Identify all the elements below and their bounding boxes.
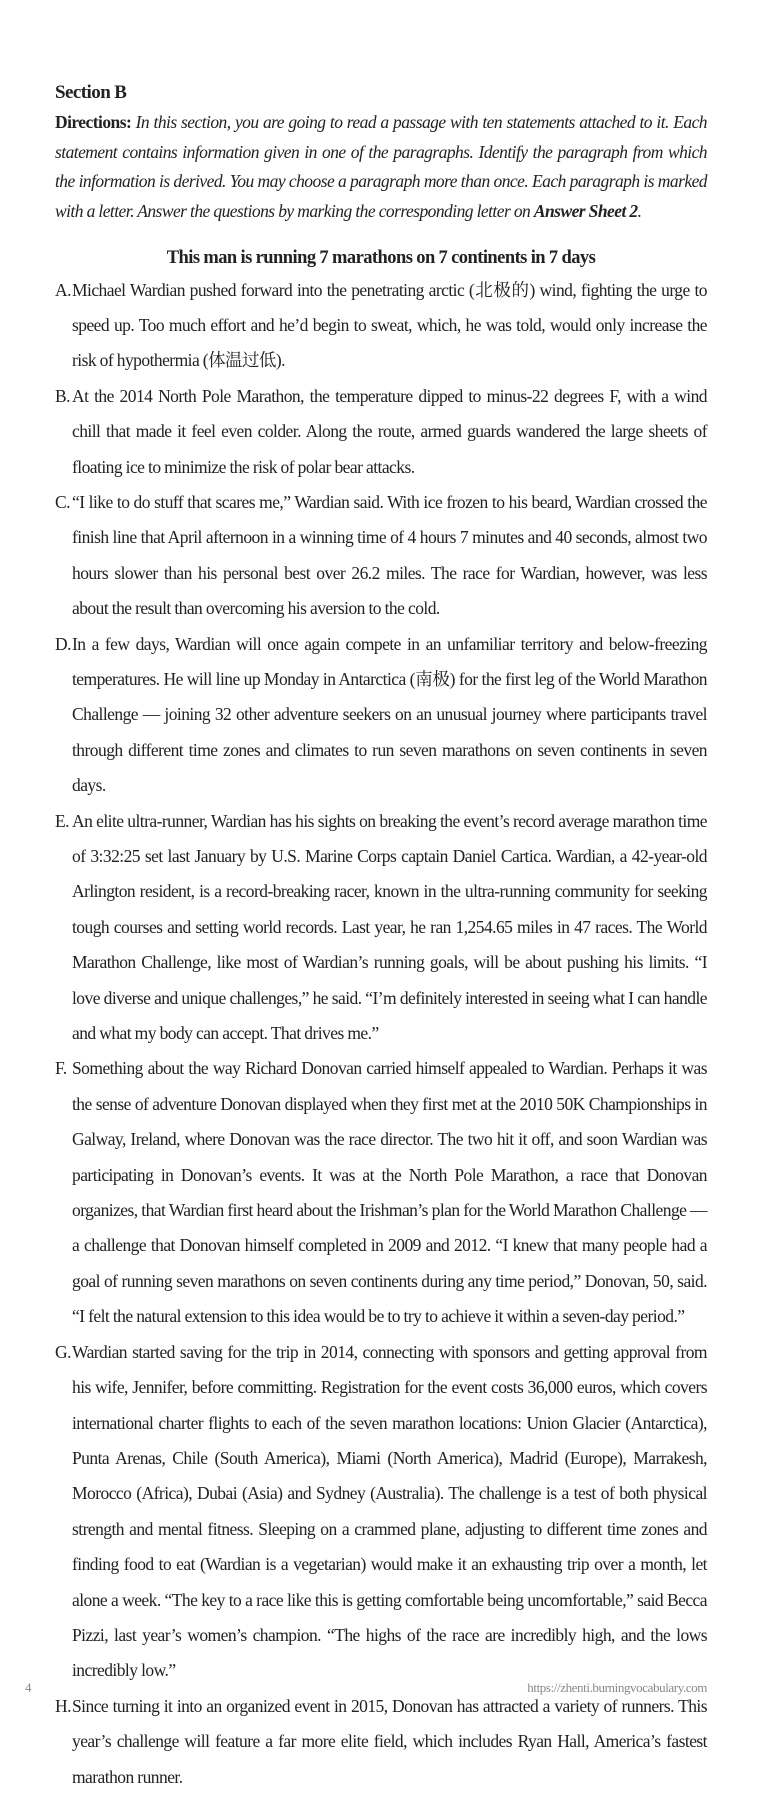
directions-end: . bbox=[637, 200, 642, 221]
page-number: 4 bbox=[25, 1680, 32, 1695]
page-content bbox=[55, 78, 707, 1795]
paragraph-g bbox=[55, 1335, 707, 1689]
paragraph-letter: A. bbox=[55, 279, 71, 300]
footer-url[interactable]: https://zhenti.burningvocabulary.com bbox=[527, 1680, 707, 1695]
paragraph-a bbox=[55, 273, 707, 379]
directions-lead: Directions: bbox=[55, 112, 132, 132]
paragraph-letter: F. bbox=[55, 1058, 67, 1079]
paragraph-letter: D. bbox=[55, 633, 71, 654]
paragraph-text: Since turning it into an organized event in 2015, Donovan has attracted a variety of runners. This year’s challenge will feature a far more elite field, which includes Ryan Hall, America’s fastest marathon runner. bbox=[72, 1695, 707, 1787]
paragraph-letter: H. bbox=[55, 1695, 71, 1716]
passage-title: This man is running 7 marathons on 7 continents in 7 days bbox=[166, 247, 596, 268]
paragraph-h bbox=[55, 1689, 707, 1795]
paragraph-text: At the 2014 North Pole Marathon, the temperature dipped to minus-22 degrees F, with a wind chill that made it feel even colder. Along the route, armed guards wandered the large sheets of floating ice to minimize the risk of polar bear attacks. bbox=[72, 385, 707, 477]
paragraph-d bbox=[55, 627, 707, 804]
paragraph-text: Wardian started saving for the trip in 2014, connecting with sponsors and getting approval from his wife, Jennifer, before committing. Registration for the event costs 36,000 euros, which covers international charter flights to each of the seven marathon locations: Union Glacier (Antarctica), Punta Arenas, Chile (South America), Miami (North America), Madrid (Europe), Marrakesh, Morocco (Africa), Dubai (Asia) and Sydney (Australia). The challenge is a test of both physical strength and mental fitness. Sleeping on a crammed plane, adjusting to different time zones and finding food to eat (Wardian is a vegetarian) would make it an exhausting trip over a month, let alone a week. “The key to a race like this is getting comfortable being uncomfortable,” said Becca Pizzi, last year’s women’s champion. “The highs of the race are incredibly high, and the lows incredibly low.” bbox=[72, 1341, 707, 1681]
section-title: Section B bbox=[55, 82, 127, 103]
paragraph-text: Michael Wardian pushed forward into the penetrating arctic (北极的) wind, fighting the urge to speed up. Too much effort and he’d begin to sweat, which, he was told, would only increase the risk of hypothermia (体温过低). bbox=[72, 279, 707, 371]
paragraph-letter: B. bbox=[55, 385, 70, 406]
paragraph-c bbox=[55, 485, 707, 627]
paragraph-letter: G. bbox=[55, 1341, 71, 1362]
answer-sheet-label: Answer Sheet 2 bbox=[533, 200, 638, 221]
paragraph-text: “I like to do stuff that scares me,” Wardian said. With ice frozen to his beard, Wardian crossed the finish line that April afternoon in a winning time of 4 hours 7 minutes and 40 seconds, almost two hours slower than his personal best over 26.2 miles. The race for Wardian, however, was less about the result than overcoming his aversion to the cold. bbox=[72, 491, 707, 619]
paragraph-text: In a few days, Wardian will once again compete in an unfamiliar territory and below-freezing temperatures. He will line up Monday in Antarctica (南极) for the first leg of the World Marathon Challenge ― joining 32 other adventure seekers on an unusual journey where participants travel through different time zones and climates to run seven marathons on seven continents in seven days. bbox=[72, 633, 707, 796]
directions-body: In this section, you are going to read a passage with ten statements attached to it. Each statement contains information given in one of the paragraphs. Identify the paragraph from which the information is derived. You may choose a paragraph more than once. Each paragraph is marked with a letter. Answer the questions by marking the corresponding letter on bbox=[55, 112, 707, 221]
paragraph-b bbox=[55, 379, 707, 485]
paragraph-letter: C. bbox=[55, 491, 70, 512]
paragraph-f bbox=[55, 1051, 707, 1334]
paragraph-e bbox=[55, 804, 707, 1052]
paragraph-letter: E. bbox=[55, 810, 69, 831]
paragraph-text: Something about the way Richard Donovan carried himself appealed to Wardian. Perhaps it was the sense of adventure Donovan displayed when they first met at the 2010 50K Championships in Galway, Ireland, where Donovan was the race director. The two hit it off, and soon Wardian was participating in Donovan’s events. It was at the North Pole Marathon, a race that Donovan organizes, that Wardian first heard about the Irishman’s plan for the World Marathon Challenge ― a challenge that Donovan himself completed in 2009 and 2012. “I knew that many people had a goal of running seven marathons on seven continents during any time period,” Donovan, 50, said. “I felt the natural extension to this idea would be to try to achieve it within a seven-day period.” bbox=[72, 1058, 707, 1327]
paragraph-text: An elite ultra-runner, Wardian has his sights on breaking the event’s record average marathon time of 3:32:25 set last January by U.S. Marine Corps captain Daniel Cartica. Wardian, a 42-year-old Arlington resident, is a record-breaking racer, known in the ultra-running community for seeking tough courses and setting world records. Last year, he ran 1,254.65 miles in 47 races. The World Marathon Challenge, like most of Wardian’s running goals, will be about pushing his limits. “I love diverse and unique challenges,” he said. “I’m definitely interested in seeing what I can handle and what my body can accept. That drives me.” bbox=[72, 810, 707, 1044]
directions bbox=[55, 108, 707, 226]
